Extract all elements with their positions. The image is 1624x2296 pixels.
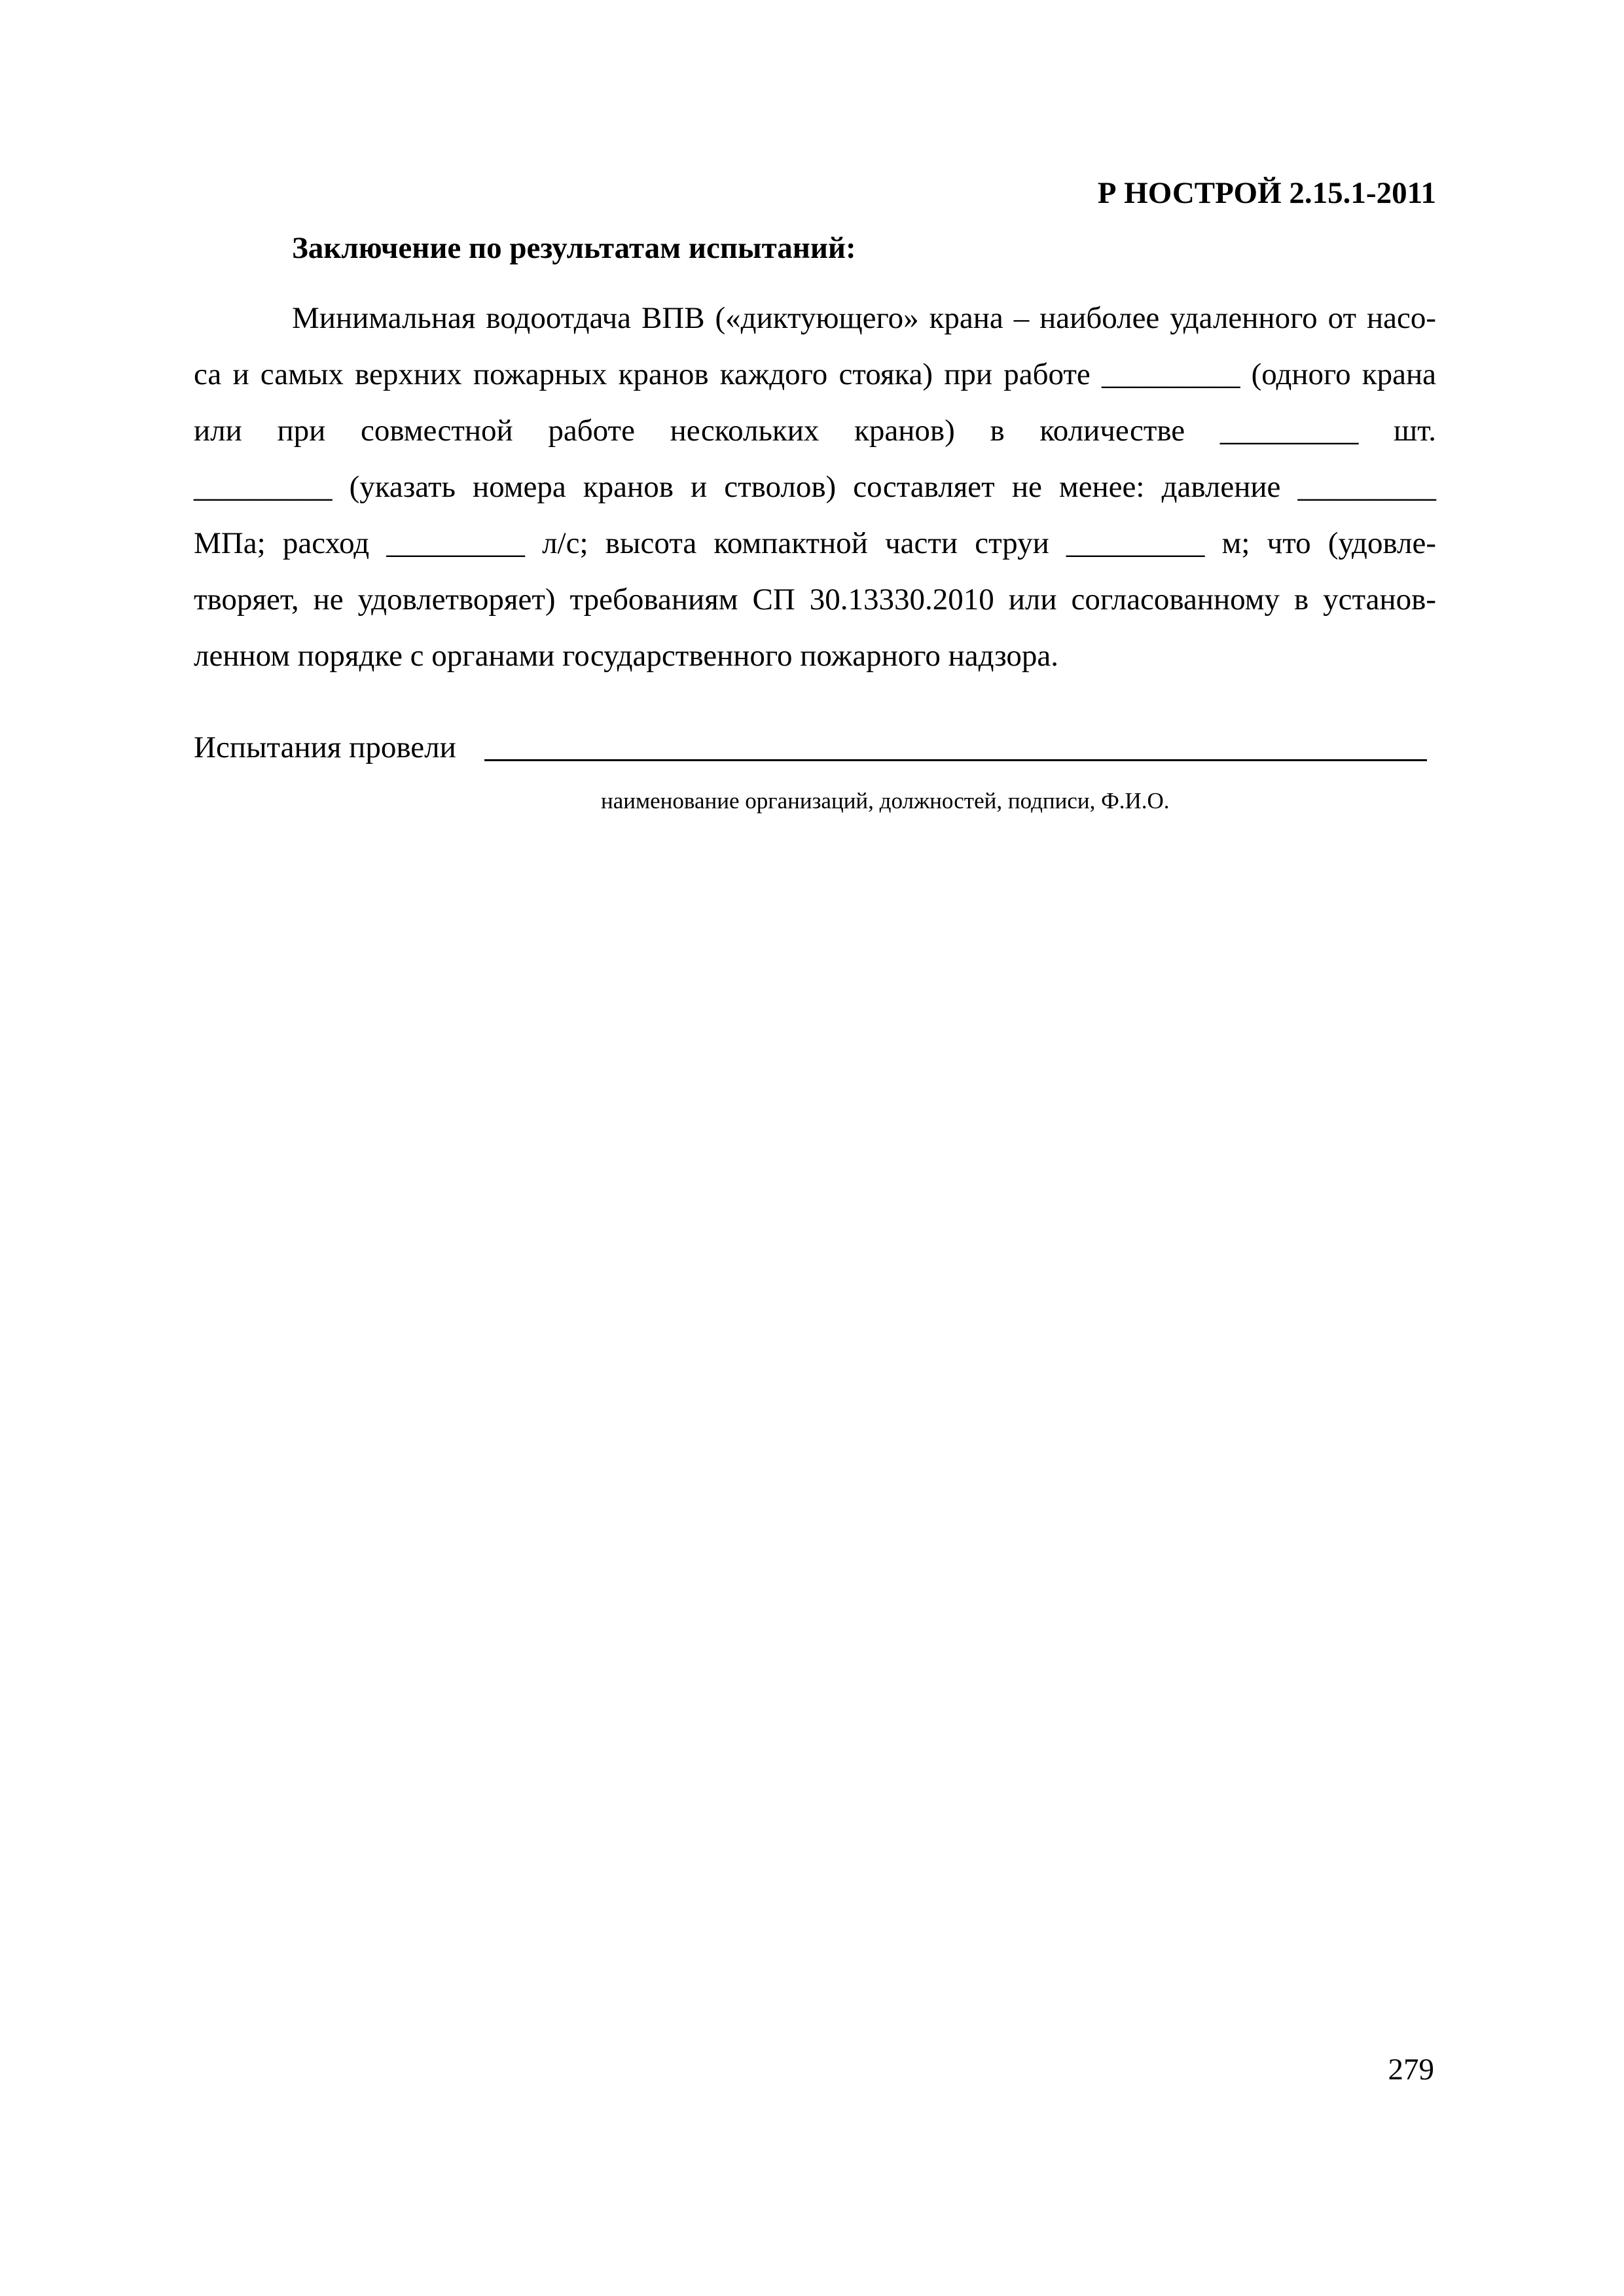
paragraph-line-3: или при совместной работе нескольких кранов) в количестве _________ шт. — [194, 414, 1436, 448]
signature-caption: наименование организаций, должностей, подписи, Ф.И.О. — [601, 788, 1170, 814]
paragraph-line-4: _________ (указать номера кранов и стволов) составляет не менее: давление _________ — [194, 470, 1436, 504]
paragraph-line-6: творяет, не удовлетворяет) требованиям СП 30.13330.2010 или согласованному в установ- — [194, 583, 1436, 617]
page-number: 279 — [1388, 2053, 1434, 2087]
section-title: Заключение по результатам испытаний: — [292, 231, 856, 265]
signature-label: Испытания провели — [194, 730, 456, 764]
signature-line — [484, 759, 1427, 761]
paragraph-line-1: Минимальная водоотдача ВПВ («диктующего» крана – наиболее удаленного от насо- — [292, 301, 1436, 335]
paragraph-line-7: ленном порядке с органами государственного пожарного надзора. — [194, 639, 1058, 673]
paragraph-line-5: МПа; расход _________ л/с; высота компактной части струи _________ м; что (удовле- — [194, 526, 1436, 560]
paragraph-line-2: са и самых верхних пожарных кранов каждого стояка) при работе _________ (одного крана — [194, 357, 1436, 391]
document-code: Р НОСТРОЙ 2.15.1-2011 — [1097, 176, 1436, 210]
